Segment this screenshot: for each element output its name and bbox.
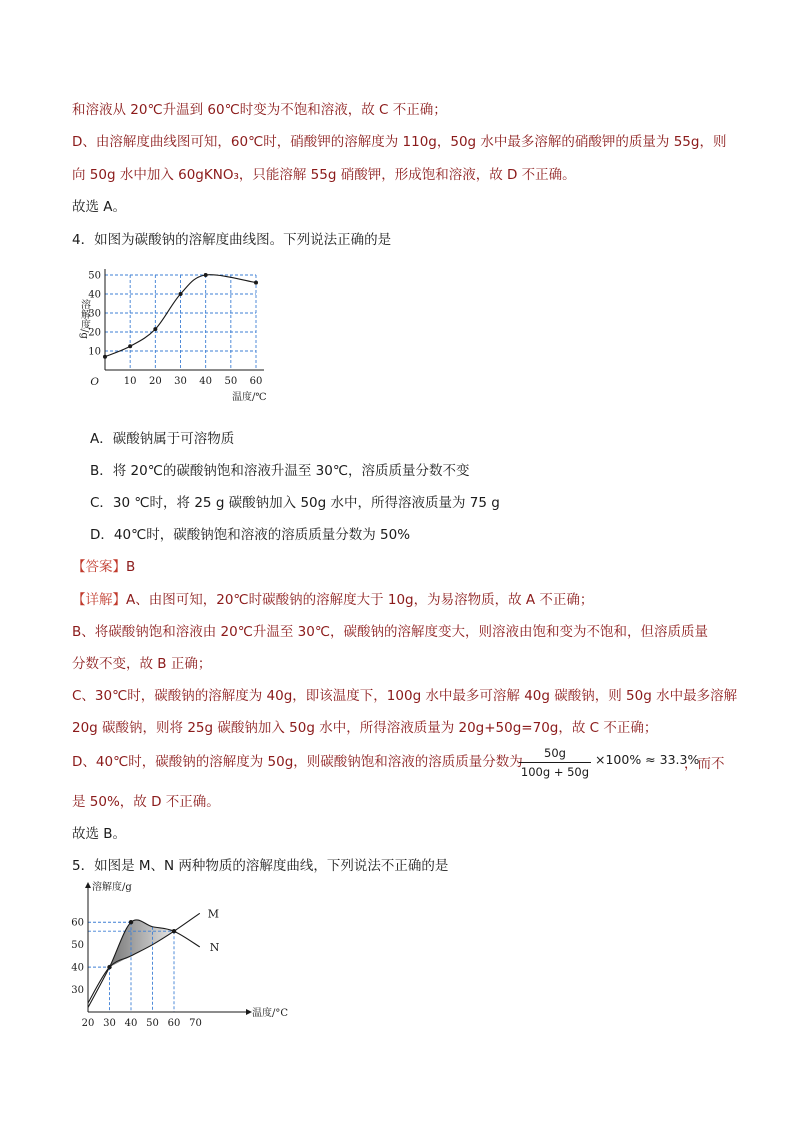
y-tick-label: 30 <box>88 308 101 320</box>
x-axis-label: 温度/°C <box>252 1008 289 1019</box>
y-tick-label: 10 <box>88 346 101 358</box>
y-axis-label: 溶解度/g <box>92 882 132 893</box>
y-tick-label: 50 <box>71 940 84 952</box>
q4-detail-1 <box>72 590 593 610</box>
x-axis-label: 温度/℃ <box>232 392 267 403</box>
x-tick-label: 40 <box>199 376 213 387</box>
q4-answer <box>72 557 135 577</box>
q4-detail-4: C、30℃时，碳酸钠的溶解度为 40g，即该温度下，100g 水中最多可溶解 40g 碳酸钠，则 50g 水中最多溶解 <box>72 688 738 704</box>
intersection-point <box>107 965 111 969</box>
y-tick-label: 60 <box>71 917 84 929</box>
origin-label: O <box>90 376 99 388</box>
y-tick-label: 20 <box>88 327 101 339</box>
label-n: N <box>209 940 220 954</box>
data-point <box>254 281 258 285</box>
fraction-denominator: 100g + 50g <box>520 765 590 779</box>
y-axis-label: 溶解度/g <box>78 299 90 339</box>
q4-conclusion: 故选 B。 <box>72 826 127 842</box>
data-point <box>103 355 107 359</box>
q4-detail-2: B、将碳酸钠饱和溶液由 20℃升温至 30℃，碳酸钠的溶解度变大，则溶液由饱和变为不饱和，但溶质质量 <box>72 624 709 640</box>
text-line-2: D、由溶解度曲线图可知，60℃时，硝酸钾的溶解度为 110g，50g 水中最多溶解的硝酸钾的质量为 55g，则 <box>72 134 727 150</box>
detail-tag: 【详解】 <box>72 592 126 608</box>
data-point <box>153 327 157 331</box>
data-point <box>128 344 132 348</box>
intersection-point <box>129 920 133 924</box>
data-point <box>204 273 208 277</box>
y-tick-label: 50 <box>88 270 101 282</box>
q4-option-c: C．30 ℃时，将 25 g 碳酸钠加入 50g 水中，所得溶液质量为 75 g <box>90 495 500 511</box>
text-line-1: 和溶液从 20℃升温到 60℃时变为不饱和溶液，故 C 不正确； <box>72 102 447 118</box>
chart-sodium-carbonate <box>68 262 283 420</box>
x-tick-label: 30 <box>174 376 187 387</box>
answer-tag: 【答案】 <box>72 559 126 575</box>
x-tick-label: 20 <box>81 1018 95 1028</box>
x-tick-label: 20 <box>148 376 162 387</box>
q5-stem: 5．如图是 M、N 两种物质的溶解度曲线，下列说法不正确的是 <box>72 858 449 874</box>
q4-option-d: D．40℃时，碳酸钠饱和溶液的溶质质量分数为 50% <box>90 527 411 543</box>
q4-option-b: B．将 20℃的碳酸钠饱和溶液升温至 30℃，溶质质量分数不变 <box>90 463 470 479</box>
fraction-tail: ×100% ≈ 33.3% <box>595 752 700 767</box>
q4-detail-7: 是 50%，故 D 不正确。 <box>72 794 220 810</box>
x-tick-label: 30 <box>103 1018 116 1028</box>
x-tick-label: 60 <box>249 376 263 387</box>
x-tick-label: 70 <box>189 1018 202 1028</box>
x-tick-label: 60 <box>167 1018 181 1028</box>
x-tick-label: 50 <box>146 1018 159 1028</box>
fraction-after: ，而不 <box>684 756 725 772</box>
intersection-point <box>172 929 176 933</box>
q4-detail-6: D、40℃时，碳酸钠的溶解度为 50g，则碳酸钠饱和溶液的溶质质量分数为 <box>72 754 523 770</box>
fraction-numerator: 50g <box>544 746 566 760</box>
y-tick-label: 40 <box>88 289 101 301</box>
fraction <box>519 745 591 780</box>
data-point <box>179 292 183 296</box>
detail-text-a: A、由图可知，20℃时碳酸钠的溶解度大于 10g，为易溶物质，故 A 不正确； <box>126 592 594 608</box>
x-tick-label: 50 <box>224 376 238 387</box>
fraction-bar <box>519 762 591 763</box>
text-line-4: 故选 A。 <box>72 199 127 215</box>
q4-stem: 4．如图为碳酸钠的溶解度曲线图。下列说法正确的是 <box>72 232 392 248</box>
y-axis-arrow <box>85 882 91 888</box>
chart-m-n-solubility <box>68 878 318 1028</box>
q4-detail-3: 分数不变，故 B 正确； <box>72 656 212 672</box>
y-tick-label: 40 <box>71 962 84 974</box>
label-m: M <box>207 907 220 921</box>
text-line-3: 向 50g 水中加入 60gKNO₃，只能溶解 55g 硝酸钾，形成饱和溶液，故 D 不正确。 <box>72 167 576 183</box>
x-tick-label: 10 <box>123 376 137 387</box>
y-tick-label: 30 <box>71 985 84 997</box>
x-tick-label: 40 <box>124 1018 138 1028</box>
q4-option-a: A．碳酸钠属于可溶物质 <box>90 431 235 447</box>
q4-detail-5: 20g 碳酸钠，则将 25g 碳酸钠加入 50g 水中，所得溶液质量为 20g+50g=70g，故 C 不正确； <box>72 720 658 736</box>
answer-value: B <box>126 559 136 575</box>
